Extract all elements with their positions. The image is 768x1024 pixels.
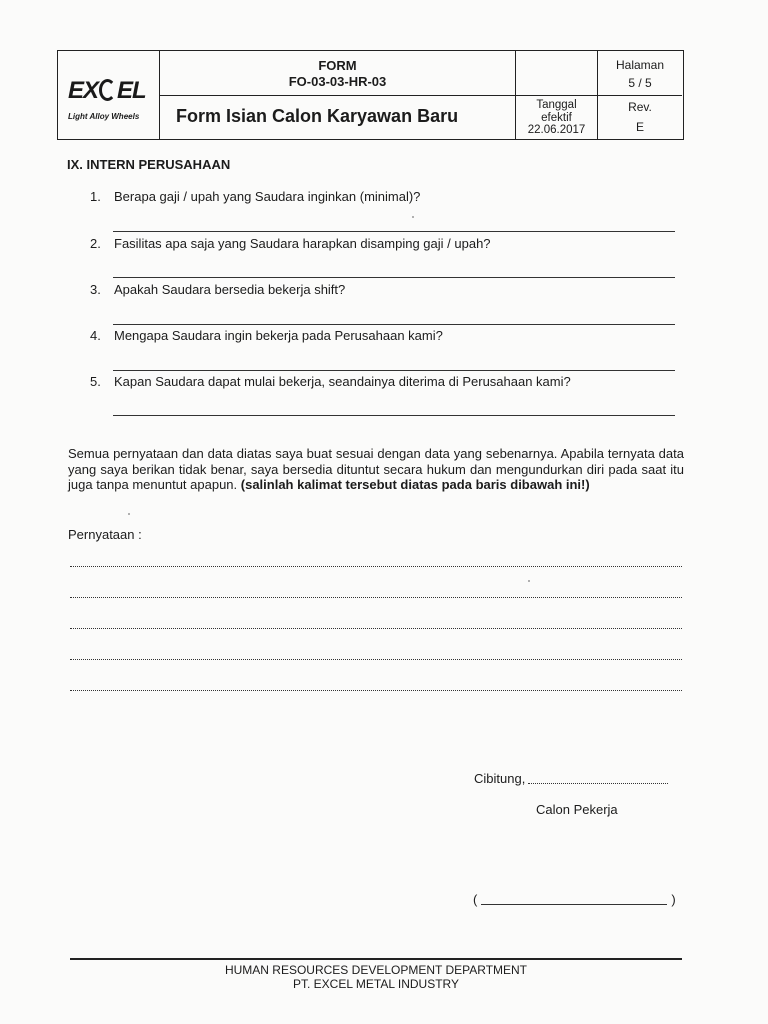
revision-cell: [598, 96, 682, 139]
question-text: Berapa gaji / upah yang Saudara inginkan (minimal)?: [114, 189, 421, 204]
form-code: FO-03-03-HR-03: [288, 74, 387, 89]
footer-department: HUMAN RESOURCES DEVELOPMENT DEPARTMENT: [224, 963, 528, 977]
close-paren: ): [671, 892, 676, 907]
declaration-text: Semua pernyataan dan data diatas saya buat sesuai dengan data yang sebenarnya. Apabila ternyata data yang saya berikan tidak benar, saya bersedia dituntut secara hukum dan mengundurkan diri pada saat itu juga tanpa menuntut apapun.: [68, 446, 684, 492]
date-label-1: Tanggal: [536, 99, 577, 111]
company-logo: EX EL: [68, 77, 146, 104]
statement-line-5[interactable]: [70, 690, 682, 691]
date-field[interactable]: [528, 783, 668, 784]
footer-divider: [70, 958, 682, 960]
statement-line-1[interactable]: [70, 566, 682, 567]
page-cell: [598, 51, 682, 96]
answer-line-5[interactable]: [113, 415, 675, 416]
rev-label: Rev.: [628, 100, 652, 114]
form-title: Form Isian Calon Karyawan Baru: [176, 106, 459, 126]
declaration-instruction: (salinlah kalimat tersebut diatas pada baris dibawah ini!): [240, 477, 590, 492]
question-1: [90, 189, 420, 204]
footer-company: PT. EXCEL METAL INDUSTRY: [292, 977, 460, 991]
question-text: Fasilitas apa saja yang Saudara harapkan disamping gaji / upah?: [114, 236, 491, 251]
question-2: [90, 236, 491, 251]
question-3: [90, 282, 345, 297]
form-label: FORM: [318, 58, 357, 73]
scan-speck: [412, 216, 414, 218]
question-number: 3.: [90, 282, 101, 297]
blank-cell: [516, 51, 598, 96]
signer-role: Calon Pekerja: [536, 802, 618, 817]
statement-line-4[interactable]: [70, 659, 682, 660]
question-text: Kapan Saudara dapat mulai bekerja, seandainya diterima di Perusahaan kami?: [114, 374, 571, 389]
section-title: IX. INTERN PERUSAHAAN: [67, 157, 231, 172]
statement-label: Pernyataan :: [68, 527, 142, 542]
answer-line-2[interactable]: [113, 277, 675, 278]
form-id-cell: [160, 51, 516, 96]
question-text: Mengapa Saudara ingin bekerja pada Perusahaan kami?: [114, 328, 443, 343]
logo-cell: [58, 51, 160, 139]
signing-place: [474, 771, 668, 786]
question-number: 1.: [90, 189, 101, 204]
effective-date: 22.06.2017: [527, 124, 586, 136]
question-5: [90, 374, 571, 389]
place-label: Cibitung,: [474, 771, 526, 786]
question-4: [90, 328, 443, 343]
date-label-2: efektif: [541, 111, 572, 124]
statement-line-3[interactable]: [70, 628, 682, 629]
title-cell: [160, 96, 516, 139]
page-number: 5 / 5: [628, 76, 652, 90]
answer-line-3[interactable]: [113, 324, 675, 325]
page-label: Halaman: [615, 58, 665, 72]
question-number: 4.: [90, 328, 101, 343]
answer-line-4[interactable]: [113, 370, 675, 371]
scan-speck: [528, 580, 530, 582]
rev-value: E: [635, 120, 644, 134]
signature-block: [473, 892, 676, 907]
question-number: 2.: [90, 236, 101, 251]
signature-name-field[interactable]: [481, 904, 667, 905]
open-paren: (: [473, 892, 478, 907]
effective-date-cell: [516, 96, 598, 139]
statement-line-2[interactable]: [70, 597, 682, 598]
scan-speck: [128, 513, 130, 515]
answer-line-1[interactable]: [113, 231, 675, 232]
declaration-paragraph: [68, 446, 684, 493]
question-number: 5.: [90, 374, 101, 389]
question-text: Apakah Saudara bersedia bekerja shift?: [114, 282, 346, 297]
header-table: [57, 50, 684, 140]
logo-tagline: Light Alloy Wheels: [68, 112, 140, 121]
